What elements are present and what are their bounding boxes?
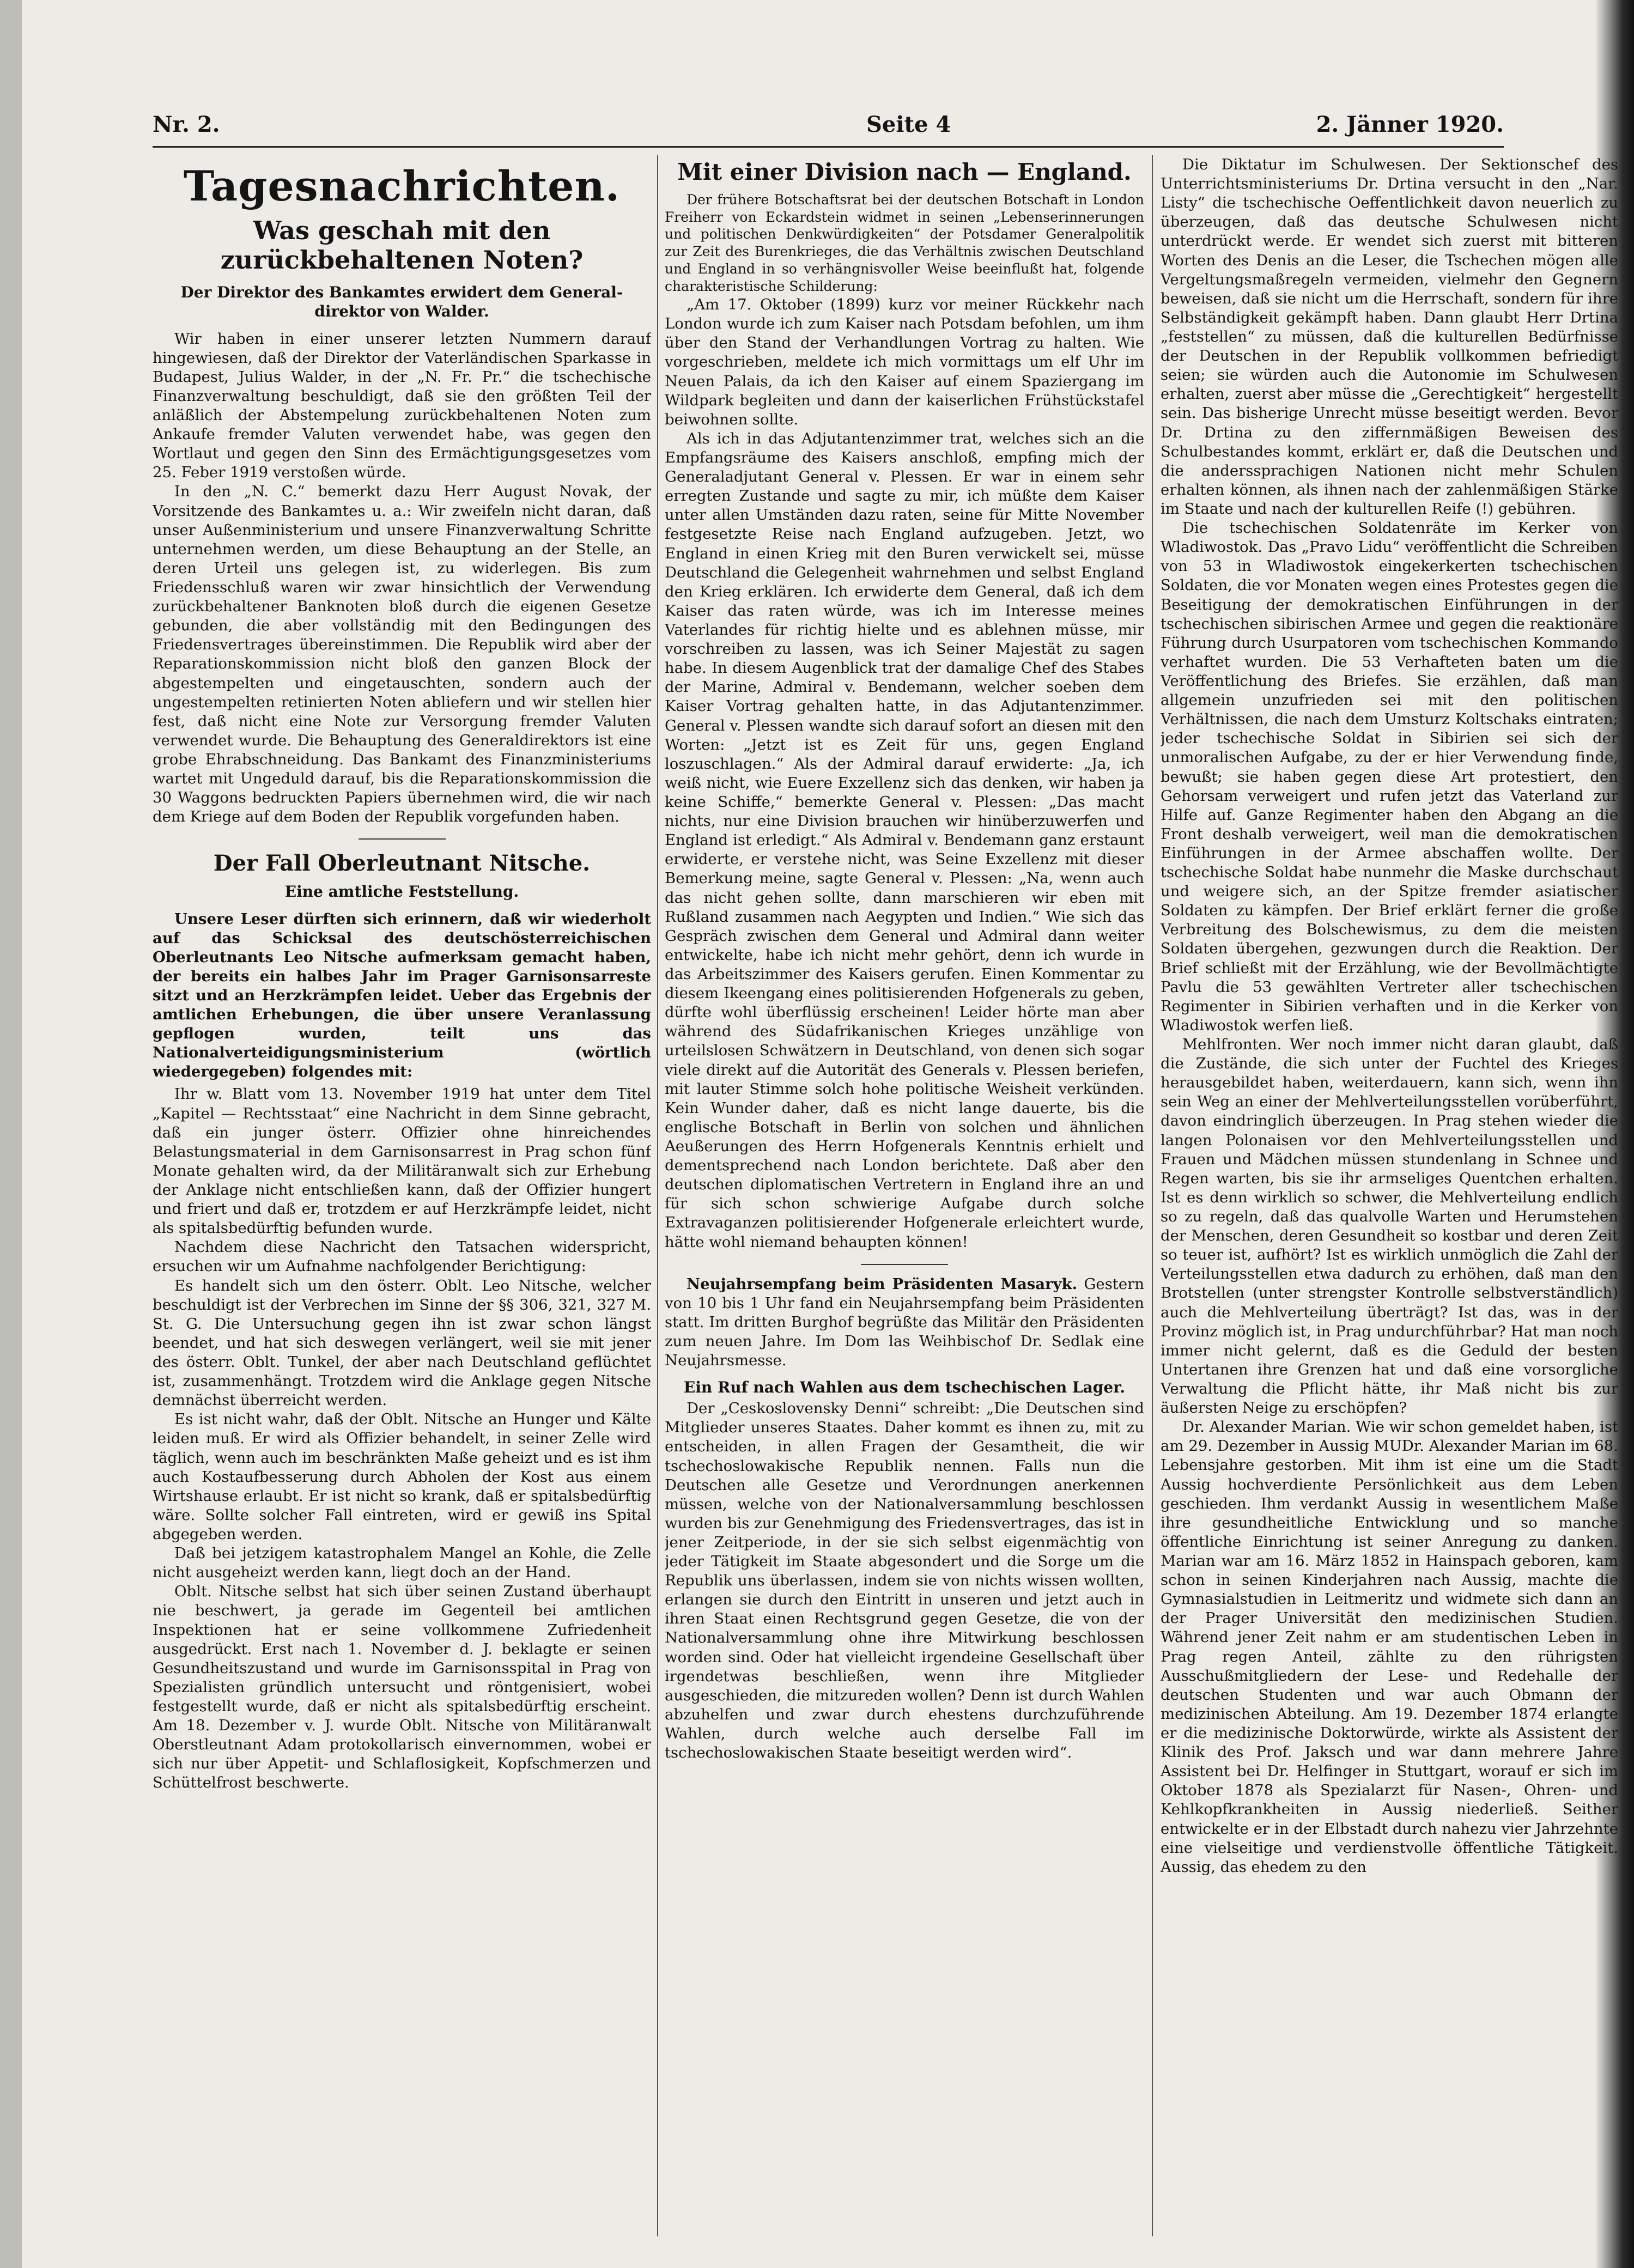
article-paragraph: Oblt. Nitsche selbst hat sich über seinen Zustand überhaupt nie beschwert, ja gerade im Gegenteil bei amtlichen Inspektionen hat er seine vollkommene Zufriedenheit ausgedrückt. Erst nach 1. November d. J. beklagte er seinen Gesundheitszustand und wurde im Garnisonsspital in Prag von Spezialisten gründlich untersucht und röntgenisiert, wobei festgestellt wurde, daß er nicht als spitalsbedürftig erscheint. Am 18. Dezember v. J. wurde Oblt. Nitsche von Militäranwalt Oberstleutnant Adam protokollarisch einvernommen, wobei er sich nur über Appetit- und Schlaflosigkeit, Kopfschmerzen und Schüttelfrost beschwerte. bbox=[153, 1583, 651, 1792]
column-2 bbox=[665, 155, 1144, 2264]
article-separator bbox=[861, 1264, 948, 1265]
news-headline-wahlen: Ein Ruf nach Wahlen aus dem tschechischen Lager. bbox=[683, 1378, 1126, 1397]
article-paragraph: Ihr w. Blatt vom 13. November 1919 hat unter dem Titel „Kapitel — Rechtsstaat“ eine Nachricht in dem Sinne gebracht, daß ein junger österr. Offizier ohne hinreichendes Belastungsmaterial in dem Garnisonsarrest in Prag schon fünf Monate gehalten wird, da der Militäranwalt sich zur Erhebung der Anklage nicht entschließen kann, daß der Offizier hungert und friert und daß er, trotzdem er auf Herzkrämpfe leidet, nicht als spitalsbedürftig befunden wurde. bbox=[153, 1085, 651, 1237]
article-paragraph: Es ist nicht wahr, daß der Oblt. Nitsche an Hunger und Kälte leiden muß. Er wird als Offizier behandelt, in seiner Zelle wird täglich, wenn auch im beschränkten Maße geheizt und es ist ihm auch Kostaufbesserung durch Abholen der Kost aus einem Wirtshause erlaubt. Er ist nicht so krank, daß er spitalsbedürftig wäre. Sollte solcher Fall eintreten, wird er gewiß ins Spital abgegeben werden. bbox=[153, 1410, 651, 1543]
column-rule-2 bbox=[1152, 155, 1153, 2236]
news-item-masaryk bbox=[665, 1275, 1144, 1371]
news-item-wladiwostok: Die tschechischen Soldatenräte im Kerker von Wladiwostok. Das „Pravo Lidu“ veröffentlicht die Schreiben von 53 in Wladiwostok eingekerkerten tschechischen Soldaten, die vor Monaten wegen eines Protestes gegen die Beseitigung der demokratischen Einführungen in der tschechischen sibirischen Armee und gegen die reaktionäre Führung durch Usurpatoren vom tschechischen Kommando verhaftet wurden. Die 53 Verhafteten baten um die Veröffentlichung des Briefes. Sie erzählen, daß man allgemein unzufrieden sei mit den politischen Verhältnissen, die nach dem Umsturz Koltschaks eintraten; jeder tschechische Soldat in Sibirien sei sich der unmoralischen Aufgabe, zu der er hier Verwendung finde, bewußt; sie haben gegen diese Art protestiert, den Gehorsam verweigert und rufen jetzt das Vaterland zur Hilfe auf. Ganze Regimenter haben den Abgang an die Front deshalb verweigert, weil man die demokratischen Einführungen in der Armee abschaffen wollte. Der tschechische Soldat habe nunmehr die Maske durchschaut und weigere sich, an der Spitze fremder asiatischer Soldaten zu kämpfen. Der Brief erklärt ferner die große Verbreitung des Bolschewismus, zu dem die meisten Soldaten übergehen, gezwungen durch die Reaktion. Der Brief schließt mit der Erzählung, wie der Bevollmächtigte Pavlu die 53 gewählten Vertreter aller tschechischen Regimenter in Sibirien verhaften und in die Kerker von Wladiwostok werfen ließ. bbox=[1161, 519, 1618, 1034]
article-paragraph: Nachdem diese Nachricht den Tatsachen widerspricht, ersuchen wir um Aufnahme nachfolgender Berichtigung: bbox=[153, 1238, 651, 1275]
page-header bbox=[153, 112, 1504, 144]
article-paragraph: Als ich in das Adjutantenzimmer trat, welches sich an die Empfangsräume des Kaisers anschloß, empfing mich der Generaladjutant General v. Plessen. Er war in einem sehr erregten Zustande und sagte zu mir, ich müßte dem Kaiser unter allen Umständen dazu raten, seine für Mitte November festgesetzte Reise nach England aufzugeben. Jetzt, wo England in einen Krieg mit den Buren verwickelt sei, müsse Deutschland die Gelegenheit wahrnehmen und selbst England den Krieg erklären. Ich erwiderte dem General, daß ich dem Kaiser das raten würde, was ich im Interesse meines Vaterlandes für richtig hielte und es ablehnen müsse, mir vorschreiben zu lassen, was ich Seiner Majestät zu sagen habe. In diesem Augenblick trat der damalige Chef des Stabes der Marine, Admiral v. Bendemann, welcher soeben dem Kaiser Vortrag gehalten hatte, in das Adjutantenzimmer. General v. Plessen wandte sich darauf sofort an diesen mit den Worten: „Jetzt ist es Zeit für uns, gegen England loszuschlagen.“ Als der Admiral darauf erwiderte: „Ja, ich weiß nicht, wie Euere Exzellenz sich das denken, wir haben ja keine Schiffe,“ bemerkte General v. Plessen: „Das macht nichts, nur eine Division brauchen wir hinüberzuwerfen und England ist erledigt.“ Als Admiral v. Bendemann ganz erstaunt erwiderte, er verstehe nicht, was Seine Exzellenz mit dieser Bemerkung meine, sagte General v. Plessen: „Na, wenn auch das nicht gehen sollte, dann marschieren wir eben mit Rußland zusammen nach Aegypten und Indien.“ Wie sich das Gespräch zwischen dem General und Admiral dann weiter entwickelte, habe ich nicht mehr gehört, denn ich wurde in das Arbeitszimmer des Kaisers gerufen. Einen Kommentar zu diesem Ikeengang eines politisierenden Hofgenerals zu geben, dürfte wohl überflüssig erscheinen! Leider hörte man aber während des Südafrikanischen Krieges unzählige von urteilslosen Schwätzern in Deutschland, von denen sich sogar viele direkt auf die Autorität des Generals v. Plessen beriefen, mit lauter Stimme solch hohe politische Weisheit verkünden. Kein Wunder daher, daß es nicht lange dauerte, bis die englische Botschaft in Berlin von solchen und ähnlichen Aeußerungen des Herrn Hofgenerals Kenntnis erhielt und dementsprechend nach London berichtete. Daß aber den deutschen diplomatischen Vertretern in England ihre an und für sich schon schwierige Aufgabe durch solche Extravaganzen politisierender Hofgenerale erleichtert wurde, hätte wohl niemand behaupten können! bbox=[665, 429, 1144, 1251]
column-3 bbox=[1161, 155, 1618, 2264]
news-item-marian: Dr. Alexander Marian. Wie wir schon gemeldet haben, ist am 29. Dezember in Aussig MUDr. Alexander Marian im 68. Lebensjahre gestorben. Mit ihm ist eine um die Stadt Aussig hochverdiente Persönlichkeit aus dem Leben geschieden. Ihm verdankt Aussig in wesentlichem Maße ihre gesundheitliche Entwicklung und so manche öffentliche Einrichtung ist seiner Anregung zu danken. Marian war am 16. März 1852 in Hainspach geboren, kam schon in seinen Kinderjahren nach Aussig, machte die Gymnasialstudien in Leitmeritz und widmete sich dann an der Prager Universität den medizinischen Studien. Während jener Zeit nahm er am studentischen Leben in Prag regen Anteil, zählte zu den rührigsten Ausschußmitgliedern der Lese- und Redehalle der deutschen Studenten und war auch Obmann der medizinischen Abteilung. Am 19. Dezember 1874 erlangte er die medizinische Doktorwürde, wirkte als Assistent der Klinik des Prof. Jaksch und war dann mehrere Jahre Assistent bei Dr. Helfinger in Stuttgart, worauf er sich im Oktober 1878 als Spezialarzt für Nasen-, Ohren- und Kehlkopfkrankheiten in Aussig niederließ. Seither entwickelte er in der Elbstadt durch nahezu vier Jahrzehnte eine vielseitige und verdienstvolle öffentliche Tätigkeit. Aussig, das ehedem zu den bbox=[1161, 1418, 1618, 1876]
article-subheadline-nitsche: Eine amtliche Feststellung. bbox=[284, 882, 519, 901]
news-headline: Neujahrsempfang beim Präsidenten Masaryk. bbox=[687, 1275, 1078, 1293]
article-separator bbox=[359, 838, 446, 840]
section-title: Tagesnachrichten. bbox=[183, 162, 621, 210]
newspaper-page bbox=[22, 0, 1618, 2268]
article-headline-notes: Was geschah mit den zurückbehaltenen Noten? bbox=[220, 216, 584, 275]
article-paragraph: Daß bei jetzigem katastrophalem Mangel an Kohle, die Zelle nicht ausgeheizt werden kann, liegt doch an der Hand. bbox=[153, 1545, 651, 1582]
news-item-schulwesen: Die Diktatur im Schulwesen. Der Sektionschef des Unterrichtsministeriums Dr. Drtina versucht in den „Nar. Listy“ die tschechische Oeffentlichkeit davon neuerlich zu überzeugen, daß das deutsche Schulwesen nicht unterdrückt werde. Er wendet sich zuerst mit bitteren Worten des Denis an die Leser, die Tschechen mögen alle Vergeltungsmaßregeln vermeiden, vielmehr den Gegnern beweisen, daß sie nicht um die Herrschaft, sondern für ihre Selbständigkeit gekämpft haben. Dann glaubt Herr Drtina „feststellen“ zu müssen, daß die kulturellen Bedürfnisse der Deutschen in der Republik vollkommen befriedigt seien; sie würden auch die Autonomie im Schulwesen erhalten, zuerst aber müsse die „Gerechtigkeit“ hergestellt sein. Das bisherige Unrecht müsse beseitigt werden. Bevor Dr. Drtina zu den ziffernmäßigen Beweisen des Schulbestandes kommt, erklärt er, daß die Deutschen und die anderssprachigen Nationen nicht mehr Schulen erhalten können, als ihnen nach der zahlenmäßigen Stärke im Staate und nach der kulturellen Reife (!) gebühren. bbox=[1161, 156, 1618, 518]
article-lead: Unsere Leser dürften sich erinnern, daß wir wiederholt auf das Schicksal des deutschösterreichischen Oberleutnants Leo Nitsche aufmerksam gemacht haben, der bereits ein halbes Jahr im Prager Garnisonsarreste sitzt und an Herzkrämpfen leidet. Ueber das Ergebnis der amtlichen Erhebungen, die über unsere Veranlassung gepflogen wurden, teilt uns das Nationalverteidigungsministerium (wörtlich wiedergegeben) folgendes mit: bbox=[153, 910, 651, 1081]
news-item-mehlfronten: Mehlfronten. Wer noch immer nicht daran glaubt, daß die Zustände, die sich unter der Fuchtel des Krieges herausgebildet haben, weiterdauern, kann sich, wenn ihn sein Weg an einer der Mehlverteilungsstellen vorüberführt, davon eindringlich überzeugen. In Prag stehen wieder die langen Polonaisen vor den Mehlverteilungsstellen und Frauen und Mädchen müssen stundenlang in Schnee und Regen warten, bis sie ihr armseliges Quentchen erhalten. Ist es denn wirklich so schwer, die Mehlverteilung endlich so zu regeln, daß das qualvolle Warten und Herumstehen der Menschen, deren Gesundheit so kostbar und deren Zeit so teuer ist, aufhört? Ist es wirklich unmöglich die Zahl der Verteilungsstellen etwa dadurch zu erhöhen, daß man den Brotstellen (unter strengster Kontrolle selbstverständlich) auch die Mehlverteilung überträgt? Ist das, was in der Provinz möglich ist, in Prag undurchführbar? Hat man noch immer nicht gelernt, daß es die Geduld der besten Untertanen ihre Grenzen hat und daß eine vorsorgliche Verwaltung die Pflicht hätte, ihr Maß nicht bis zur äußersten Neige zu erschöpfen? bbox=[1161, 1036, 1618, 1417]
issue-number: Nr. 2. bbox=[153, 112, 220, 137]
article-subheadline-notes: Der Direktor des Bankamtes erwidert dem General-direktor von Walder. bbox=[180, 283, 623, 320]
issue-date: 2. Jänner 1920. bbox=[1316, 112, 1504, 137]
article-paragraph: In den „N. C.“ bemerkt dazu Herr August Novak, der Vorsitzende des Bankamtes u. a.: Wir zweifeln nicht daran, daß unser Außenministerium und unsere Finanzverwaltung Schritte unternehmen werden, um diese Behauptung an der Stelle, an deren Urteil uns gelegen ist, zu widerlegen. Bis zum Friedensschluß waren wir zwar hinsichtlich der Verwendung zurückbehaltener Banknoten bloß durch die eigenen Gesetze gebunden, die aber vollständig mit den Bedingungen des Friedensvertrages übereinstimmen. Die Republik wird aber der Reparationskommission nicht bloß den ganzen Block der abgestempelten und eingetauschten, sondern auch der ungestempelten retinierten Noten abliefern und wir stellen hier fest, daß nicht eine Note zur Versorgung fremder Valuten verwendet wurde. Die Behauptung des Generaldirektors ist eine grobe Ehrabschneidung. Das Bankamt des Finanzministeriums wartet mit Ungeduld darauf, bis die Reparationskommission die 30 Waggons bedruckten Papiers übernehmen wird, die wir nach dem Kriege auf dem Boden der Republik vorgefunden haben. bbox=[153, 483, 651, 826]
article-paragraph: Es handelt sich um den österr. Oblt. Leo Nitsche, welcher beschuldigt ist der Verbrechen im Sinne der §§ 306, 321, 327 M. St. G. Die Untersuchung gegen ihn ist zwar schon längst beendet, und hat sich deswegen verlängert, weil sie mit jener des österr. Oblt. Tunkel, der aber nach Deutschland geflüchtet ist, zusammenhängt. Trotzdem wird die Anklage gegen Nitsche demnächst überreicht werden. bbox=[153, 1276, 651, 1409]
article-paragraph: „Am 17. Oktober (1899) kurz vor meiner Rückkehr nach London wurde ich zum Kaiser nach Potsdam befohlen, um ihm über den Stand der Verhandlungen Vortrag zu halten. Wie vorgeschrieben, meldete ich mich vormittags um elf Uhr im Neuen Palais, da ich den Kaiser auf einem Spaziergang im Wildpark begleiten und dann der kaiserlichen Frühstückstafel beiwohnen sollte. bbox=[665, 296, 1144, 428]
news-text: Gestern von 10 bis 1 Uhr fand ein Neujahrsempfang beim Präsidenten statt. Im dritten Burghof begrüßte das Militär den Präsidenten zum neuen Jahre. Im Dom las Weihbischof Dr. Sedlak eine Neujahrsmesse. bbox=[665, 1275, 1144, 1370]
article-paragraph: Wir haben in einer unserer letzten Nummern darauf hingewiesen, daß der Direktor der Vaterländischen Sparkasse in Budapest, Julius Walder, in der „N. Fr. Pr.“ die tschechische Finanzverwaltung beschuldigt, daß sie den größten Teil der anläßlich der Abstempelung zurückbehaltenen Noten zum Ankaufe fremder Valuten verwendet habe, was gegen den Wortlaut und gegen den Sinn des Ermächtigungsgesetzes vom 25. Feber 1919 verstoßen würde. bbox=[153, 330, 651, 482]
article-lead: Der frühere Botschaftsrat bei der deutschen Botschaft in London Freiherr von Eckardstein widmet in seinen „Lebenserinnerungen und politischen Denkwürdigkeiten“ der Potsdamer Generalpolitik zur Zeit des Burenkrieges, die das Verhältnis zwischen Deutschland und England in so verhängnisvoller Weise beeinflußt hat, folgende charakteristische Schilderung: bbox=[665, 191, 1144, 295]
page-number: Seite 4 bbox=[866, 112, 951, 137]
header-rule bbox=[153, 146, 1504, 148]
article-headline-nitsche: Der Fall Oberleutnant Nitsche. bbox=[213, 850, 591, 877]
column-rule-1 bbox=[657, 155, 658, 2236]
column-1 bbox=[153, 155, 651, 2264]
news-text-wahlen: Der „Ceskoslovensky Denni“ schreibt: „Die Deutschen sind Mitglieder unseres Staates. Daher kommt es ihnen zu, mit zu entscheiden, in allen Fragen der Gesamtheit, die wir tschechoslowakische Republik nennen. Falls nun die Deutschen alle Gesetze und Verordnungen anerkennen müssen, welche von der Nationalversammlung beschlossen wurden bis zur Genehmigung des Friedensvertrages, das ist in jener Zeitperiode, in der sie sich selbst eigenmächtig von jeder Tätigkeit im Staate abgesondert und die Sorge um die Republik uns überlassen, indem sie von nichts wissen wollten, erlangen sie durch den Eintritt in unseren und jetzt auch in ihren Staat einen Rechtsgrund gegen Gesetze, die von der Nationalversammlung ohne ihre Mitwirkung beschlossen worden sind. Oder hat vielleicht irgendeine Gesellschaft über irgendetwas beschließen, wenn ihre Mitglieder ausgeschieden, die mitzureden wollen? Denn ist durch Wahlen abzuhelfen und zwar durch ehestens durchzuführende Wahlen, durch welche auch derselbe Fall im tschechoslowakischen Staate beseitigt werden wird“. bbox=[665, 1400, 1144, 1762]
article-headline-division: Mit einer Division nach — England. bbox=[677, 159, 1132, 185]
